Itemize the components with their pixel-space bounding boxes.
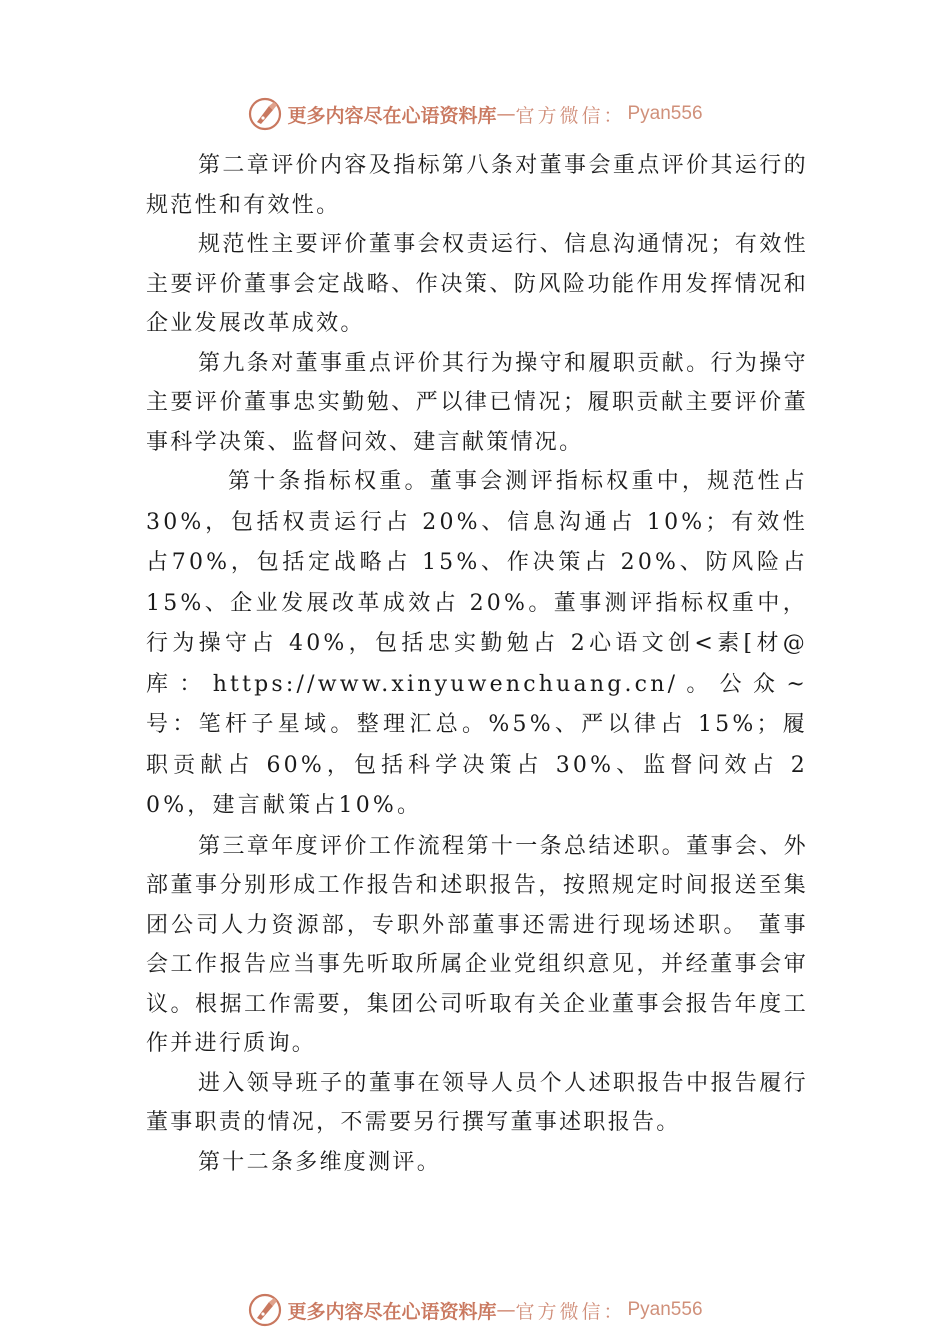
document-body (146, 146, 808, 1182)
paragraph-chapter-three: 第三章年度评价工作流程第十一条总结述职。董事会、外部董事分别形成工作报告和述职报告，按照规定时间报送至集团公司人力资源部，专职外部董事还需进行现场述职。 董事会工作报告应当事先听取所属企业党组织意见，并经董事会审议。根据工作需要，集团公司听取有关企业董事会报告年度工作并进行质询。 (146, 833, 808, 1056)
watermark-official-label: 官方微信： (515, 1300, 626, 1323)
header-watermark (0, 94, 950, 134)
paragraph-leadership-report: 进入领导班子的董事在领导人员个人述职报告中报告履行董事职责的情况，不需要另行撰写董事述职报告。 (146, 1070, 808, 1135)
watermark-brand: 更多内容尽在心语资料库 (287, 1300, 497, 1323)
pen-nib-logo-icon (247, 1292, 283, 1328)
paragraph-chapter-two: 第二章评价内容及指标第八条对董事会重点评价其运行的规范性和有效性。 (146, 153, 808, 218)
watermark-wechat-id: Pyan556 (627, 1299, 703, 1320)
pen-nib-logo-icon (247, 96, 283, 132)
watermark-brand: 更多内容尽在心语资料库 (287, 104, 497, 127)
paragraph-article-ten: 第十条指标权重。董事会测评指标权重中，规范性占30%，包括权责运行占 20%、信息沟通占 10%；有效性占70%，包括定战略占 15%、作决策占 20%、防风险占15%、企业发展改革成效占 20%。董事测评指标权重中，行为操守占 40%，包括忠实勤勉占 2心语文创<素[材@库：https://www.xinyuwenchuang.cn/。公众~号：笔杆子星域。整理汇总。%5%、严以律占 15%；履职贡献占 60%，包括科学决策占 30%、监督问效占 20%，建言献策占10%。 (146, 469, 808, 818)
watermark-wechat-id: Pyan556 (627, 103, 703, 124)
paragraph-normativity: 规范性主要评价董事会权责运行、信息沟通情况；有效性主要评价董事会定战略、作决策、防风险功能作用发挥情况和企业发展改革成效。 (146, 232, 808, 336)
paragraph-article-nine: 第九条对董事重点评价其行为操守和履职贡献。行为操守主要评价董事忠实勤勉、严以律已情况；履职贡献主要评价董事科学决策、监督问效、建言献策情况。 (146, 350, 808, 455)
watermark-official-label: 官方微信： (515, 104, 626, 127)
watermark-separator: — (496, 1299, 516, 1321)
watermark-separator: — (496, 103, 516, 125)
footer-watermark (0, 1290, 950, 1330)
paragraph-article-twelve: 第十二条多维度测评。 (198, 1149, 442, 1175)
